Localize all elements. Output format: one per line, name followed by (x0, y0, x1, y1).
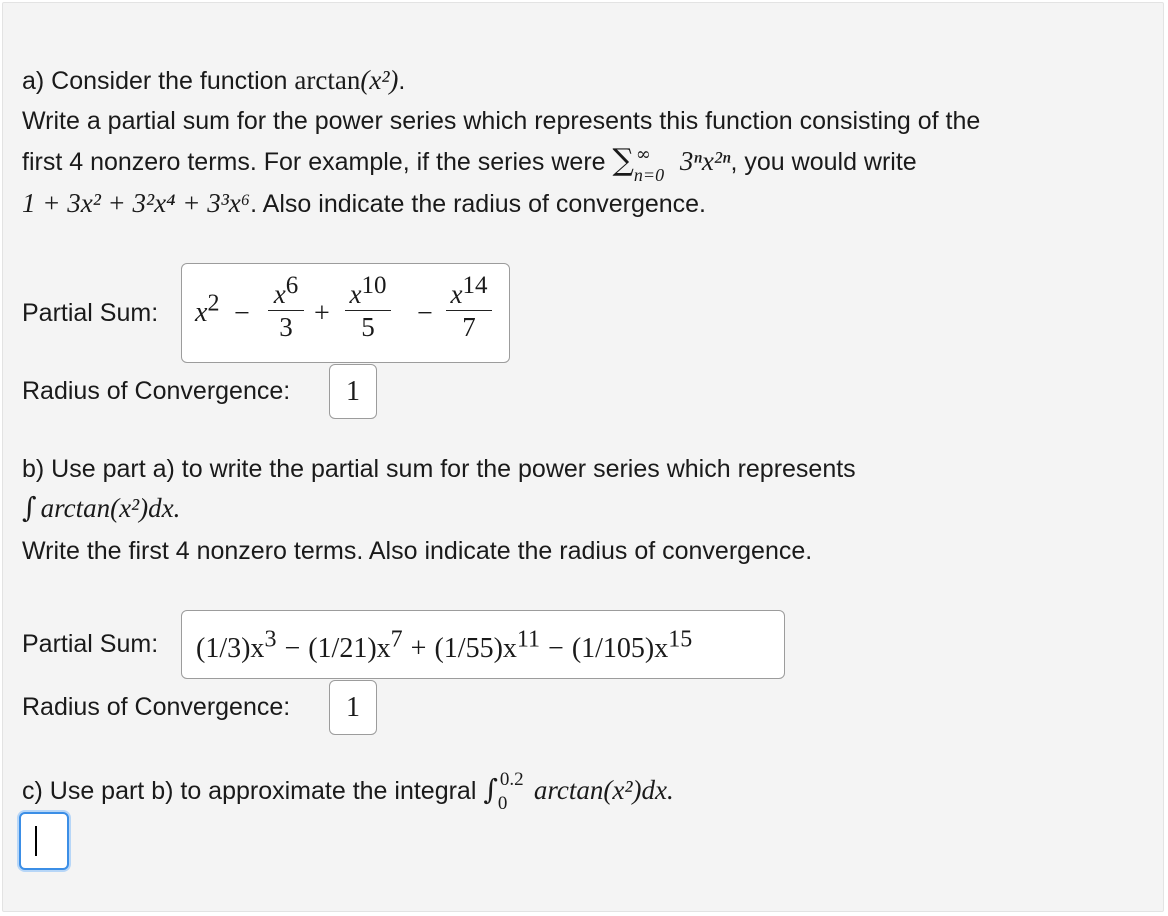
part-a-intro (22, 65, 405, 96)
part-a-line3-prefix: first 4 nonzero terms. For example, if the series were (22, 148, 613, 176)
part-a-line3-suffix: , you would write (730, 148, 917, 176)
part-c-prefix: c) Use part b) to approximate the integral (22, 777, 484, 805)
part-a-line3 (22, 143, 917, 185)
sum-term: 3ⁿx²ⁿ (679, 146, 731, 176)
term-b-1-power: 3 (264, 626, 277, 653)
op-b-2: + (410, 633, 427, 664)
part-b-integral (22, 493, 180, 524)
term-a-4-power: 14 (462, 272, 488, 299)
radius-b-label: Radius of Convergence: (22, 693, 291, 721)
integral-lower-limit: 0 (497, 793, 508, 814)
definite-integral-icon: ∫ (483, 773, 498, 806)
term-a-1 (195, 290, 220, 329)
part-b-line1: b) Use part a) to write the partial sum for the power series which represents (22, 455, 856, 483)
part-a-line4 (22, 188, 706, 219)
term-a-4-base: x (450, 279, 463, 309)
term-a-2-base: x (273, 279, 286, 309)
example-expansion: 1 + 3x² + 3²x⁴ + 3³x⁶ (22, 188, 251, 218)
partial-sum-a-label: Partial Sum: (22, 299, 159, 327)
term-b-3-power: 11 (516, 626, 541, 653)
term-b-2-power: 7 (390, 626, 403, 653)
part-a-line4-suffix: . Also indicate the radius of convergence. (250, 190, 707, 218)
integral-icon: ∫ (22, 491, 37, 524)
op-b-3: − (548, 633, 564, 664)
part-c-integrand: arctan(x²)dx. (533, 775, 674, 805)
partial-sum-b-input[interactable] (181, 610, 785, 679)
term-b-2: (1/21)x (308, 633, 391, 664)
part-c-prompt (22, 769, 674, 814)
function-suffix: . (398, 67, 406, 95)
term-b-1: (1/3)x (196, 633, 265, 664)
radius-b-value: 1 (346, 692, 360, 723)
term-a-2 (268, 272, 304, 342)
integral-approximation-input[interactable] (19, 812, 69, 870)
sum-upper: ∞ (635, 144, 651, 165)
sum-symbol: ∑ (612, 143, 634, 178)
term-a-1-power: 2 (207, 290, 220, 317)
sum-lower: n=0 (633, 165, 665, 185)
function-name: arctan (294, 65, 361, 95)
term-a-2-den: 3 (279, 312, 293, 342)
term-a-3 (345, 272, 391, 342)
term-a-3-den: 5 (361, 312, 375, 342)
term-b-3: (1/55)x (434, 633, 517, 664)
op-a-1: − (234, 298, 250, 329)
op-b-1: − (284, 633, 301, 664)
term-b-4-power: 15 (668, 626, 693, 653)
op-a-3: − (417, 298, 433, 329)
integral-upper-limit: 0.2 (499, 769, 524, 790)
partial-sum-a-input[interactable] (181, 263, 510, 363)
partial-sum-b-label: Partial Sum: (22, 630, 159, 658)
term-a-1-base: x (195, 297, 208, 328)
partial-sum-b-expression (196, 626, 693, 665)
term-a-3-power: 10 (361, 272, 387, 299)
term-a-3-base: x (349, 279, 362, 309)
term-b-4: (1/105)x (571, 633, 669, 664)
part-b-line3: Write the first 4 nonzero terms. Also indicate the radius of convergence. (22, 537, 813, 565)
term-a-2-power: 6 (285, 272, 299, 299)
radius-a-input[interactable] (329, 364, 377, 419)
text-caret (35, 826, 37, 856)
term-a-4 (446, 272, 492, 342)
op-a-2: + (314, 298, 330, 329)
term-a-4-den: 7 (462, 312, 476, 342)
part-b-integrand: arctan(x²)dx. (40, 493, 181, 523)
radius-b-input[interactable] (329, 680, 377, 735)
part-a-intro-text: a) Consider the function (22, 67, 295, 95)
radius-a-value: 1 (346, 376, 360, 407)
function-arg: (x²) (360, 65, 399, 95)
radius-a-label: Radius of Convergence: (22, 377, 291, 405)
part-a-line2: Write a partial sum for the power series which represents this function consisting of the (22, 107, 981, 135)
